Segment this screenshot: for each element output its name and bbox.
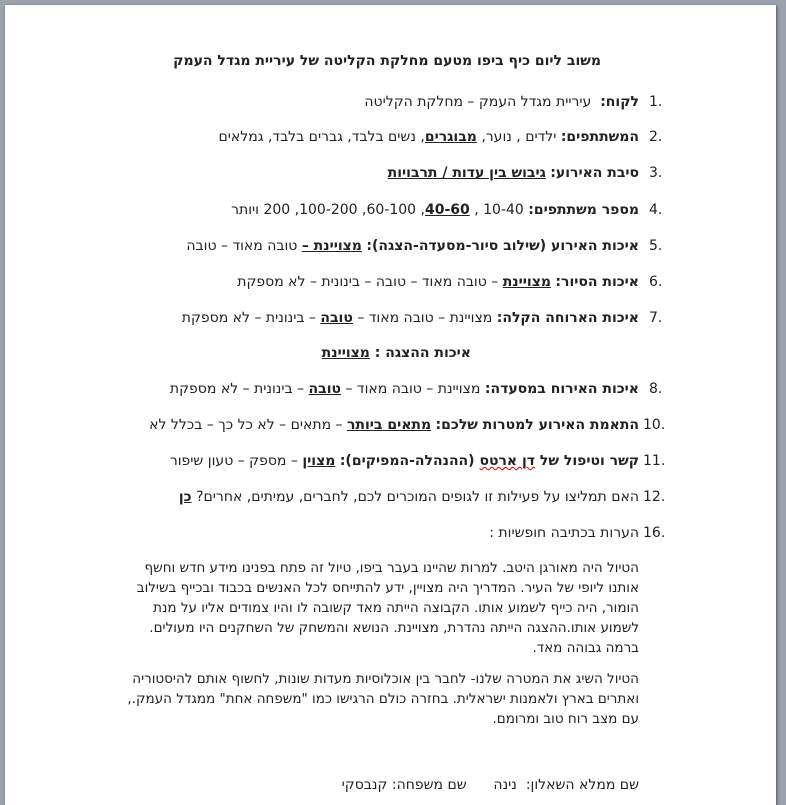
document-page bbox=[5, 5, 776, 805]
item-goal-match: התאמת האירוע למטרות שלכם: מתאים ביותר – מתאים – לא כל כך – בכלל לא bbox=[149, 417, 639, 433]
selected-answer: מצוין bbox=[302, 453, 336, 469]
item-number: 6. bbox=[649, 274, 663, 290]
item-number: 12. bbox=[643, 489, 666, 505]
item-participant-count: מספר משתתפים: 10-40 , 40-60, 60-100, 100-200, 200 ויותר bbox=[231, 202, 639, 218]
item-restaurant-quality: איכות האירוח במסעדה: מצויינת – טובה מאוד – טובה – בינונית – לא מספקת bbox=[169, 381, 639, 397]
selected-answer: 40-60 bbox=[425, 202, 470, 218]
selected-answer: מבוגרים bbox=[424, 129, 477, 145]
item-event-quality: איכות האירוע (שילוב סיור-מסעדה-הצגה): מצויינת – טובה מאוד – טובה bbox=[186, 238, 639, 254]
item-producer-contact: קשר וטיפול של דן ארטס (ההנהלה-המפיקים): מצוין – מספק – טעון שיפור bbox=[169, 453, 639, 469]
item-number: 10. bbox=[643, 417, 666, 433]
item-meal-quality: איכות הארוחה הקלה: מצויינת – טובה מאוד – טובה – בינונית – לא מספקת bbox=[181, 310, 639, 326]
selected-answer: מתאים ביותר bbox=[347, 417, 432, 433]
selected-answer: טובה bbox=[308, 381, 342, 397]
item-participants: המשתתפים: ילדים , נוער, מבוגרים, נשים בלבד, גברים בלבד, גמלאים bbox=[218, 129, 639, 145]
comments-paragraph-2: הטיול השיג את המטרה שלנו- לחבר בין אוכלוסיות מעדות שונות, לחשוף אותם להיסטוריה ואתרים בארץ ולאמנות ישראלית. בחזרה כולם הרגישו כמו "משפחה אחת" ממגדל העמק., עם מצב רוח טוב ומרומם. bbox=[127, 671, 639, 727]
item-tour-quality: איכות הסיור: מצויינת – טובה מאוד – טובה – בינונית – לא מספקת bbox=[237, 274, 639, 290]
item-show-quality: איכות ההצגה : מצויינת bbox=[321, 345, 471, 361]
selected-answer: טובה bbox=[320, 310, 353, 326]
item-recommend: האם תמליצו על פעילות זו לגופים המוכרים לכם, לחברים, עמיתים, אחרים? כן bbox=[178, 489, 639, 505]
item-number: 4. bbox=[649, 202, 663, 218]
item-number: 2. bbox=[649, 129, 663, 145]
item-number: 5. bbox=[649, 238, 663, 254]
comments-paragraph-1: הטיול היה מאורגן היטב. למרות שהיינו בעבר ביפו, טיול זה פתח בפנינו מידע חדש וחשף אותנו ליופי של העיר. המדריך היה מצויין, ידע להתייחס לכל האנשים בכבוד ובכייף בשילוב הומור, היה כייף לשמוע אותו. הקבוצה הייתה מאד קשובה לו והיו צמודים אליו על מנת לשמוע אותו.ההצגה הייתה נהדרת, מצויינת. הנושא והמשחק של השחקנים היו מעולים. ברמה גבוהה מאד. bbox=[136, 560, 639, 656]
item-number: 11. bbox=[643, 453, 666, 469]
document-title: משוב ליום כיף ביפו מטעם מחלקת הקליטה של עיריית מגדל העמק bbox=[173, 53, 601, 69]
selected-answer: מצויינת bbox=[502, 274, 551, 290]
selected-answer: כן bbox=[178, 489, 192, 505]
item-number: 1. bbox=[649, 94, 663, 110]
item-number: 7. bbox=[649, 310, 663, 326]
selected-answer: מצויינת – bbox=[301, 238, 362, 254]
selected-answer: מצויינת bbox=[321, 345, 370, 361]
item-number: 3. bbox=[649, 165, 663, 181]
item-free-comments: הערות בכתיבה חופשיות : bbox=[489, 525, 639, 541]
item-number: 16. bbox=[643, 525, 666, 541]
signature-line: שם ממלא השאלון: נינה שם משפחה: קנבסקי bbox=[341, 777, 639, 793]
item-reason: סיבת האירוע: גיבוש בין עדות / תרבויות bbox=[387, 165, 639, 181]
item-number: 8. bbox=[649, 381, 663, 397]
item-client: לקוח: עיריית מגדל העמק – מחלקת הקליטה bbox=[364, 94, 639, 110]
